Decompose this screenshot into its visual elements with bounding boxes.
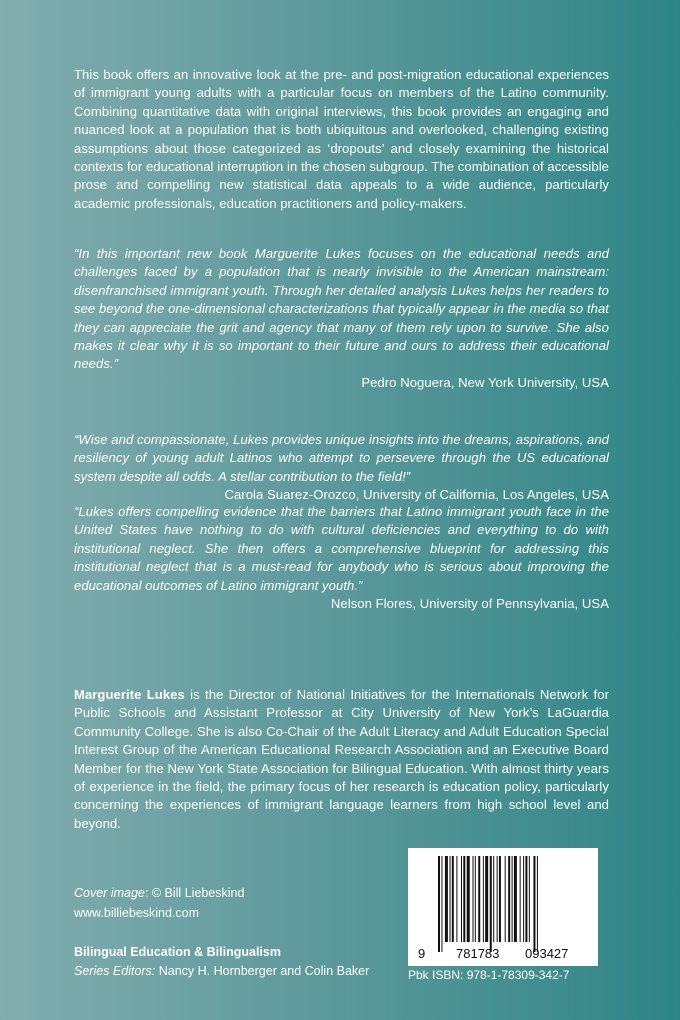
barcode [408,848,598,966]
barcode-bar [529,856,530,942]
barcode-bar [490,856,492,952]
endorsement-author: Pedro Noguera, New York University, USA [361,374,609,390]
endorsement-quote: “Wise and compassionate, Lukes provides unique insights into the dreams, aspirations, and resiliency of young adult Latinos who attempt to persevere through the US educational system despite all odds. A stellar contribution to the field!” [74,432,609,484]
endorsement-author: Carola Suarez-Orozco, University of California, Los Angeles, USA [224,487,609,503]
barcode-bar [537,856,538,952]
barcode-bars [438,856,593,952]
isbn: Pbk ISBN: 978-1-78309-342-7 [408,968,570,982]
barcode-bar [467,856,470,942]
barcode-digits-left: 781783 [456,946,500,961]
barcode-bar [483,856,484,942]
endorsement-quote: “In this important new book Marguerite Lukes focuses on the educational needs and challenges faced by a population that is nearly invisible to the American mainstream: disenfranchised immigrant youth. Through her detailed analysis Lukes helps her readers to see beyond the one-dimensional characterizations that typically appear in the media so that they can appreciate the grit and agency that many of them rely upon to survive. She also makes it clear why it is so important to their future and ours to address their educational needs.” [74,246,609,372]
barcode-bar [514,856,517,942]
author-bio [74,686,609,833]
barcode-bar [452,856,454,942]
barcode-bar [463,856,465,942]
cover-label: Cover image [74,886,145,900]
endorsement-author: Nelson Flores, University of Pennsylvania, USA [330,596,609,612]
barcode-bar [497,856,498,942]
book-description: This book offers an innovative look at the pre- and post-migration educational experiences of immigrant young adults with a particular focus on members of the Latino community. Combining quantitative data with original interviews, this book provides an engaging and nuanced look at a population that is both ubiquitous and overlooked, challenging existing assumptions about those categorized as ‘dropouts’ and closely examining the historical contexts for educational interruption in the chosen subgroup. The combination of accessible prose and compelling new statistical data appeals to a wide audience, particularly academic professionals, education practitioners and policy-makers. [74,67,609,211]
cover-value: : © Bill Liebeskind [144,886,245,900]
series-editors-names: Nancy H. Hornberger and Colin Baker [155,964,370,978]
barcode-bar [523,856,524,942]
endorsement-1 [74,245,609,392]
barcode-bar [461,856,462,942]
barcode-bar [473,856,474,942]
bio-text: is the Director of National Initiatives for the Internationals Network for Public Schools and Assistant Professor at City University of New York’s LaGuardia Community College. She is also Co-Chair of the Adult Literacy and Adult Education Special Interest Group of the American Educational Research Association and an Executive Board Member for the New York State Association for Bilingual Education. With almost thirty years of experience in the field, the primary focus of her research is education policy, particularly concerning the experiences of immigrant language learners from high school level and beyond. [74,687,609,831]
endorsement-3 [74,503,609,613]
barcode-bar [445,856,448,942]
barcode-bar [438,856,440,952]
author-name: Marguerite Lukes [74,687,185,702]
artist-url: www.billiebeskind.com [74,906,200,920]
barcode-bar [499,856,501,942]
barcode-bar [493,856,494,942]
barcode-bar [485,856,488,942]
series-editors [74,962,369,981]
barcode-bar [505,856,506,942]
series-title: Bilingual Education & Bilingualism [74,945,281,959]
barcode-bar [512,856,513,942]
endorsement-2 [74,431,609,505]
cover-credit [74,884,244,903]
barcode-bar [478,856,480,942]
barcode-bar [520,856,521,942]
barcode-bar [441,856,442,952]
barcode-bar [475,856,476,942]
endorsement-quote: “Lukes offers compelling evidence that the barriers that Latino immigrant youth face in the United States have nothing to do with cultural deficiencies and everything to do with institutional neglect. She then offers a comprehensive blueprint for addressing this institutional neglect that is a must-read for anybody who is serious about improving the educational outcomes of Latino immigrant youth.” [74,504,609,593]
barcode-bar [525,856,527,942]
barcode-digits-right: 093427 [525,946,569,961]
barcode-bar [456,856,457,942]
barcode-bar [508,856,510,942]
barcode-bar [450,856,451,942]
barcode-bar [533,856,535,952]
series-editors-label: Series Editors: [74,964,156,978]
barcode-digit-prefix: 9 [418,946,426,961]
